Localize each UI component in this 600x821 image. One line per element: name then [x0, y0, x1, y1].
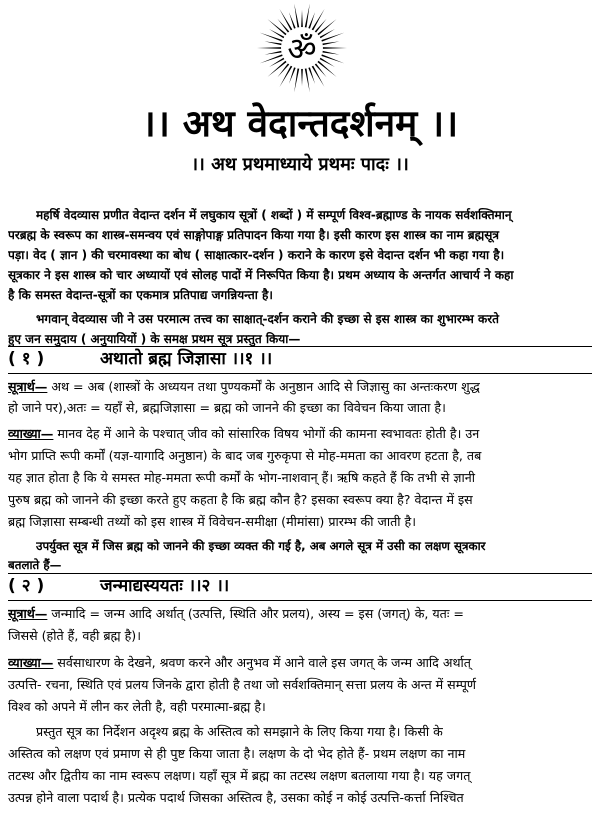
sutra-meaning-line: हो जाने पर),अतः = यहाँ से, ब्रह्मजिज्ञासा = ब्रह्म को जानने की इच्छा का विवेचन किया जाता है।: [8, 400, 446, 415]
sub-title: ।। अथ प्रथमाध्याये प्रथमः पादः ।।: [191, 154, 409, 175]
om-sunburst-icon: [256, 2, 348, 94]
sun-ray: [265, 41, 283, 45]
bridge-line: बतलाते हैं—: [8, 558, 62, 572]
sutra-meaning-line: सूत्रार्थ— अथ = अब (शास्त्रों के अध्ययन तथा पुण्यकर्मों के अनुष्ठान आदि से जिज्ञासु का अन्तःकरण शुद्ध: [8, 379, 480, 394]
sutra-2-heading: [8, 573, 592, 599]
commentary-line: पुरुष ब्रह्म को जानने की इच्छा करते हुए कहता है कि ब्रह्म कौन है? इसका स्वरूप क्या है? वेदान्त में इस: [8, 492, 473, 507]
sun-ray: [311, 9, 324, 31]
sun-ray: [260, 54, 284, 63]
intro-line: महर्षि वेदव्यास प्रणीत वेदान्त दर्शन में लघुकाय सूत्रों ( शब्दों ) में सम्पूर्ण विश्व-ब्रह्माण्ड के नायक सर्वशक्तिमान्: [36, 208, 512, 222]
sutra-meaning-line: जिससे (होते हैं, वही ब्रह्म है)।: [8, 628, 141, 643]
sun-ray: [260, 33, 284, 42]
sun-ray: [322, 47, 347, 49]
paragraph-line: उत्पन्न होने वाला पदार्थ है। प्रत्येक पदार्थ जिसका अस्तित्व है, उसका कोई न कोई उत्पत्ति-कर्त्ता निश्चित: [8, 790, 464, 805]
sutra-1-heading: [8, 346, 592, 372]
intro-line: हुए जन समुदाय ( अनुयायियों ) के समक्ष प्रथम सूत्र प्रस्तुत किया—: [8, 332, 301, 346]
intro-line: परब्रह्म के स्वरूप का शास्त्र-समन्वय एवं साङ्गोपाङ्ग प्रतिपादन किया गया है। इसी कारण इस शास्त्र का नाम ब्रह्मसूत्र: [8, 228, 499, 242]
sun-ray: [301, 10, 303, 28]
sun-ray: [320, 33, 344, 42]
sun-ray: [294, 68, 299, 93]
commentary-line: भोग प्राप्ति रूपी कर्मों (यज्ञ-यागादि अनुष्ठान) के बाद जब गुरुकृपा से मोह-ममता का आवरण हटता है, तब: [8, 448, 482, 463]
bridge-line: उपर्युक्त सूत्र में जिस ब्रह्म को जानने की इच्छा व्यक्त की गई है, अब अगले सूत्र में उसी का लक्षण सूत्रकार: [36, 539, 486, 553]
sun-ray: [305, 68, 310, 93]
sun-ray: [305, 4, 310, 29]
meaning-label: सूत्रार्थ—: [8, 379, 48, 394]
sutra-number: ( १ ): [8, 349, 45, 369]
meaning-label: सूत्रार्थ—: [8, 606, 48, 621]
intro-line: है कि समस्त वेदान्त-सूत्रों का एकमात्र प्रतिपाद्य जगन्नियन्ता है।: [8, 288, 273, 302]
sun-ray: [265, 51, 283, 55]
intro-line: सूत्रकार ने इस शास्त्र को चार अध्यायों एवं सोलह पादों में निरूपित किया है। प्रथम अध्याय के अन्तर्गत आचार्य ने कहा: [8, 268, 514, 282]
intro-line: पड़ा। वेद ( ज्ञान ) की चरमावस्था का बोध ( साक्षात्कार-दर्शन ) कराने के कारण इसे वेदान्त दर्शन भी कहा गया है।: [8, 248, 505, 262]
paragraph-line: अस्तित्व को लक्षण एवं प्रमाण से ही पुष्ट किया जाता है। लक्षण के दो भेद होते हैं- प्रथम लक्षण का नाम: [8, 746, 466, 761]
commentary-label: व्याख्या—: [8, 655, 54, 670]
sun-ray: [301, 68, 303, 86]
sun-ray: [320, 54, 344, 63]
intro-line: भगवान् वेदव्यास जी ने उस परमात्म तत्त्व का साक्षात्-दर्शन कराने की इच्छा से इस शास्त्र का शुभारम्भ करते: [36, 312, 499, 326]
commentary-line: उत्पत्ति- रचना, स्थिति एवं प्रलय जिनके द्वारा होती है तथा जो सर्वशक्तिमान् सत्ता प्रलय के अन्त में सम्पूर्ण: [8, 677, 476, 692]
sun-ray: [294, 4, 299, 29]
sun-ray: [280, 65, 293, 87]
sutra-text: जन्माद्यस्ययतः ।।२ ।।: [100, 576, 230, 596]
sun-ray: [257, 47, 282, 49]
paragraph-line: प्रस्तुत सूत्र का निर्देशन अदृश्य ब्रह्म के अस्तित्व को समझाने के लिए किया गया है। किसी के: [36, 724, 443, 739]
divider: [8, 600, 592, 601]
sun-ray: [322, 41, 340, 45]
commentary-line: व्याख्या— मानव देह में आने के पश्चात् जीव को सांसारिक विषय भोगों की कामना स्वभावतः होती है। उन: [8, 426, 480, 441]
sutra-text: अथातो ब्रह्म जिज्ञासा ।।१ ।।: [100, 349, 273, 369]
sun-ray: [280, 9, 293, 31]
divider: [8, 373, 592, 374]
main-title: ।। अथ वेदान्तदर्शनम् ।।: [141, 102, 459, 145]
om-glyph: ॐ: [287, 30, 317, 68]
sun-ray: [322, 51, 340, 55]
sutra-meaning-line: सूत्रार्थ— जन्मादि = जन्म आदि अर्थात् (उत्पत्ति, स्थिति और प्रलय), अस्य = इस (जगत्) के, यतः =: [8, 606, 464, 621]
commentary-line: ब्रह्म जिज्ञासा सम्बन्धी तथ्यों को इस शास्त्र में विवेचन-समीक्षा (मीमांसा) प्रारम्भ की जाती है।: [8, 514, 417, 529]
commentary-line: व्याख्या— सर्वसाधारण के देखने, श्रवण करने और अनुभव में आने वाले इस जगत् के जन्म आदि अर्थात्: [8, 655, 471, 670]
commentary-line: यह ज्ञात होता है कि ये समस्त मोह-ममता रूपी कर्मों के भोग-नाशवान् हैं। ऋषि कहते हैं कि तभी से ज्ञानी: [8, 470, 475, 485]
commentary-line: विश्व को अपने में लीन कर लेती है, वही परमात्मा-ब्रह्म है।: [8, 699, 266, 714]
paragraph-line: तटस्थ और द्वितीय का नाम स्वरूप लक्षण। यहाँ सूत्र में ब्रह्म का तटस्थ लक्षण बतलाया गया है। यह जगत्: [8, 768, 471, 783]
commentary-label: व्याख्या—: [8, 426, 54, 441]
sun-ray: [311, 65, 324, 87]
sutra-number: ( २ ): [8, 576, 45, 596]
